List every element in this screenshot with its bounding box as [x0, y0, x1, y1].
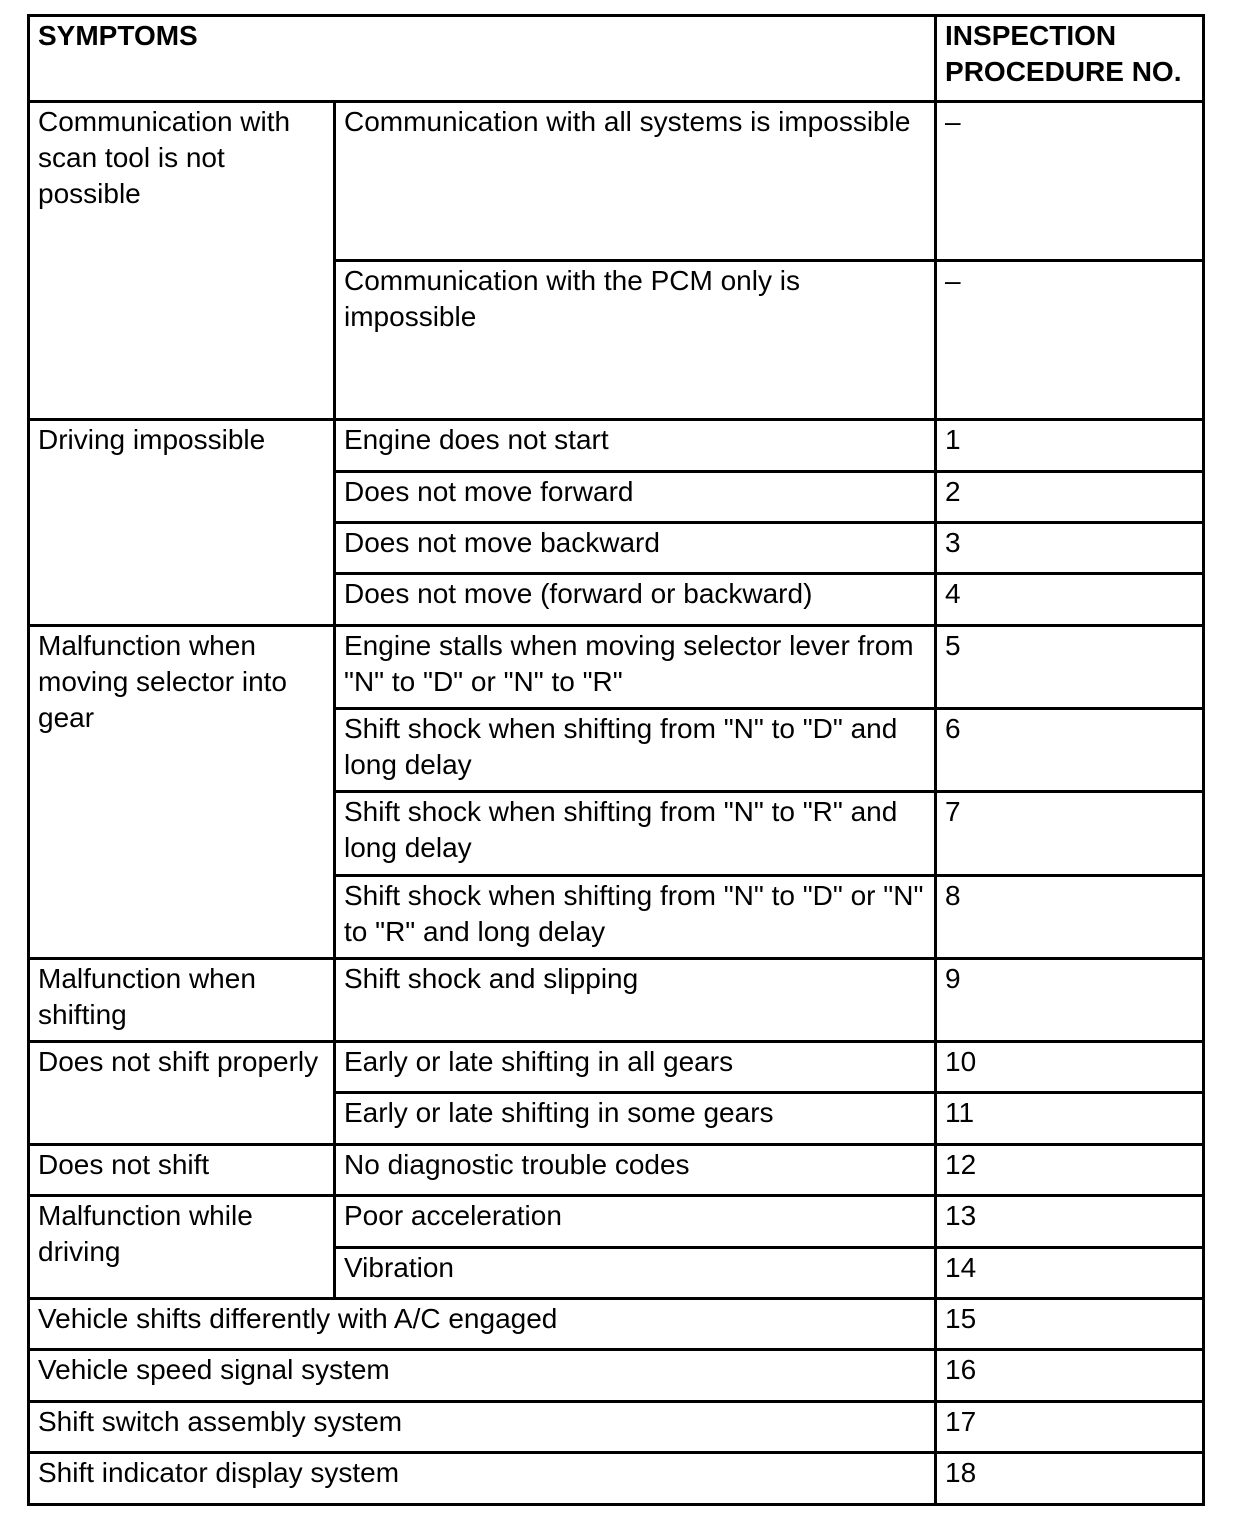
procedure-cell: 14: [936, 1248, 1204, 1299]
category-cell: Driving impossible: [29, 420, 335, 626]
table-row: [29, 1042, 1204, 1093]
symptom-cell: Does not move backward: [335, 523, 936, 574]
procedure-cell: 12: [936, 1145, 1204, 1196]
symptom-cell: Vehicle speed signal system: [29, 1350, 936, 1402]
symptom-cell: Communication with all systems is impossible: [335, 102, 936, 261]
header-procedure-line-1: INSPECTION: [945, 20, 1117, 51]
procedure-cell: 5: [936, 626, 1204, 709]
symptom-cell: Vibration: [335, 1248, 936, 1299]
procedure-cell: 17: [936, 1402, 1204, 1453]
procedure-cell: 11: [936, 1093, 1204, 1145]
procedure-cell: 7: [936, 792, 1204, 876]
procedure-cell: 13: [936, 1196, 1204, 1248]
category-cell: Does not shift properly: [29, 1042, 335, 1145]
category-cell: Does not shift: [29, 1145, 335, 1196]
procedure-cell: 1: [936, 420, 1204, 472]
header-symptoms: SYMPTOMS: [29, 16, 936, 102]
table-row: [29, 1350, 1204, 1402]
procedure-cell: 9: [936, 959, 1204, 1042]
procedure-cell: 18: [936, 1453, 1204, 1505]
category-cell: Malfunction while driving: [29, 1196, 335, 1299]
procedure-cell: 6: [936, 709, 1204, 792]
procedure-cell: 3: [936, 523, 1204, 574]
symptom-cell: Early or late shifting in some gears: [335, 1093, 936, 1145]
procedure-cell: –: [936, 261, 1204, 420]
symptom-table: [27, 14, 1205, 1506]
header-inspection-procedure: [936, 16, 1204, 102]
procedure-cell: 8: [936, 876, 1204, 959]
symptom-cell: Shift shock when shifting from "N" to "R" and long delay: [335, 792, 936, 876]
table-row: [29, 1402, 1204, 1453]
table-row: [29, 959, 1204, 1042]
symptom-cell: Communication with the PCM only is impossible: [335, 261, 936, 420]
symptom-cell: Shift indicator display system: [29, 1453, 936, 1505]
symptom-cell: Engine does not start: [335, 420, 936, 472]
table-row: [29, 626, 1204, 709]
category-cell: Communication with scan tool is not possible: [29, 102, 335, 420]
procedure-cell: 4: [936, 574, 1204, 626]
symptom-cell: Engine stalls when moving selector lever from "N" to "D" or "N" to "R": [335, 626, 936, 709]
symptom-cell: Shift shock and slipping: [335, 959, 936, 1042]
table-row: [29, 1453, 1204, 1505]
table-row: [29, 1145, 1204, 1196]
symptom-cell: Poor acceleration: [335, 1196, 936, 1248]
table-row: [29, 1196, 1204, 1248]
symptom-cell: Does not move (forward or backward): [335, 574, 936, 626]
procedure-cell: 2: [936, 472, 1204, 523]
category-cell: Malfunction when shifting: [29, 959, 335, 1042]
symptom-cell: Early or late shifting in all gears: [335, 1042, 936, 1093]
symptom-cell: Shift switch assembly system: [29, 1402, 936, 1453]
table-row: [29, 420, 1204, 472]
header-procedure-line-2: PROCEDURE NO.: [945, 56, 1182, 87]
header-row: [29, 16, 1204, 102]
symptom-cell: No diagnostic trouble codes: [335, 1145, 936, 1196]
symptom-cell: Vehicle shifts differently with A/C engaged: [29, 1299, 936, 1350]
symptom-cell: Does not move forward: [335, 472, 936, 523]
table-row: [29, 1299, 1204, 1350]
category-cell: Malfunction when moving selector into gear: [29, 626, 335, 959]
procedure-cell: 16: [936, 1350, 1204, 1402]
procedure-cell: –: [936, 102, 1204, 261]
symptom-cell: Shift shock when shifting from "N" to "D" or "N" to "R" and long delay: [335, 876, 936, 959]
symptom-cell: Shift shock when shifting from "N" to "D" and long delay: [335, 709, 936, 792]
table-row: [29, 102, 1204, 261]
procedure-cell: 15: [936, 1299, 1204, 1350]
procedure-cell: 10: [936, 1042, 1204, 1093]
